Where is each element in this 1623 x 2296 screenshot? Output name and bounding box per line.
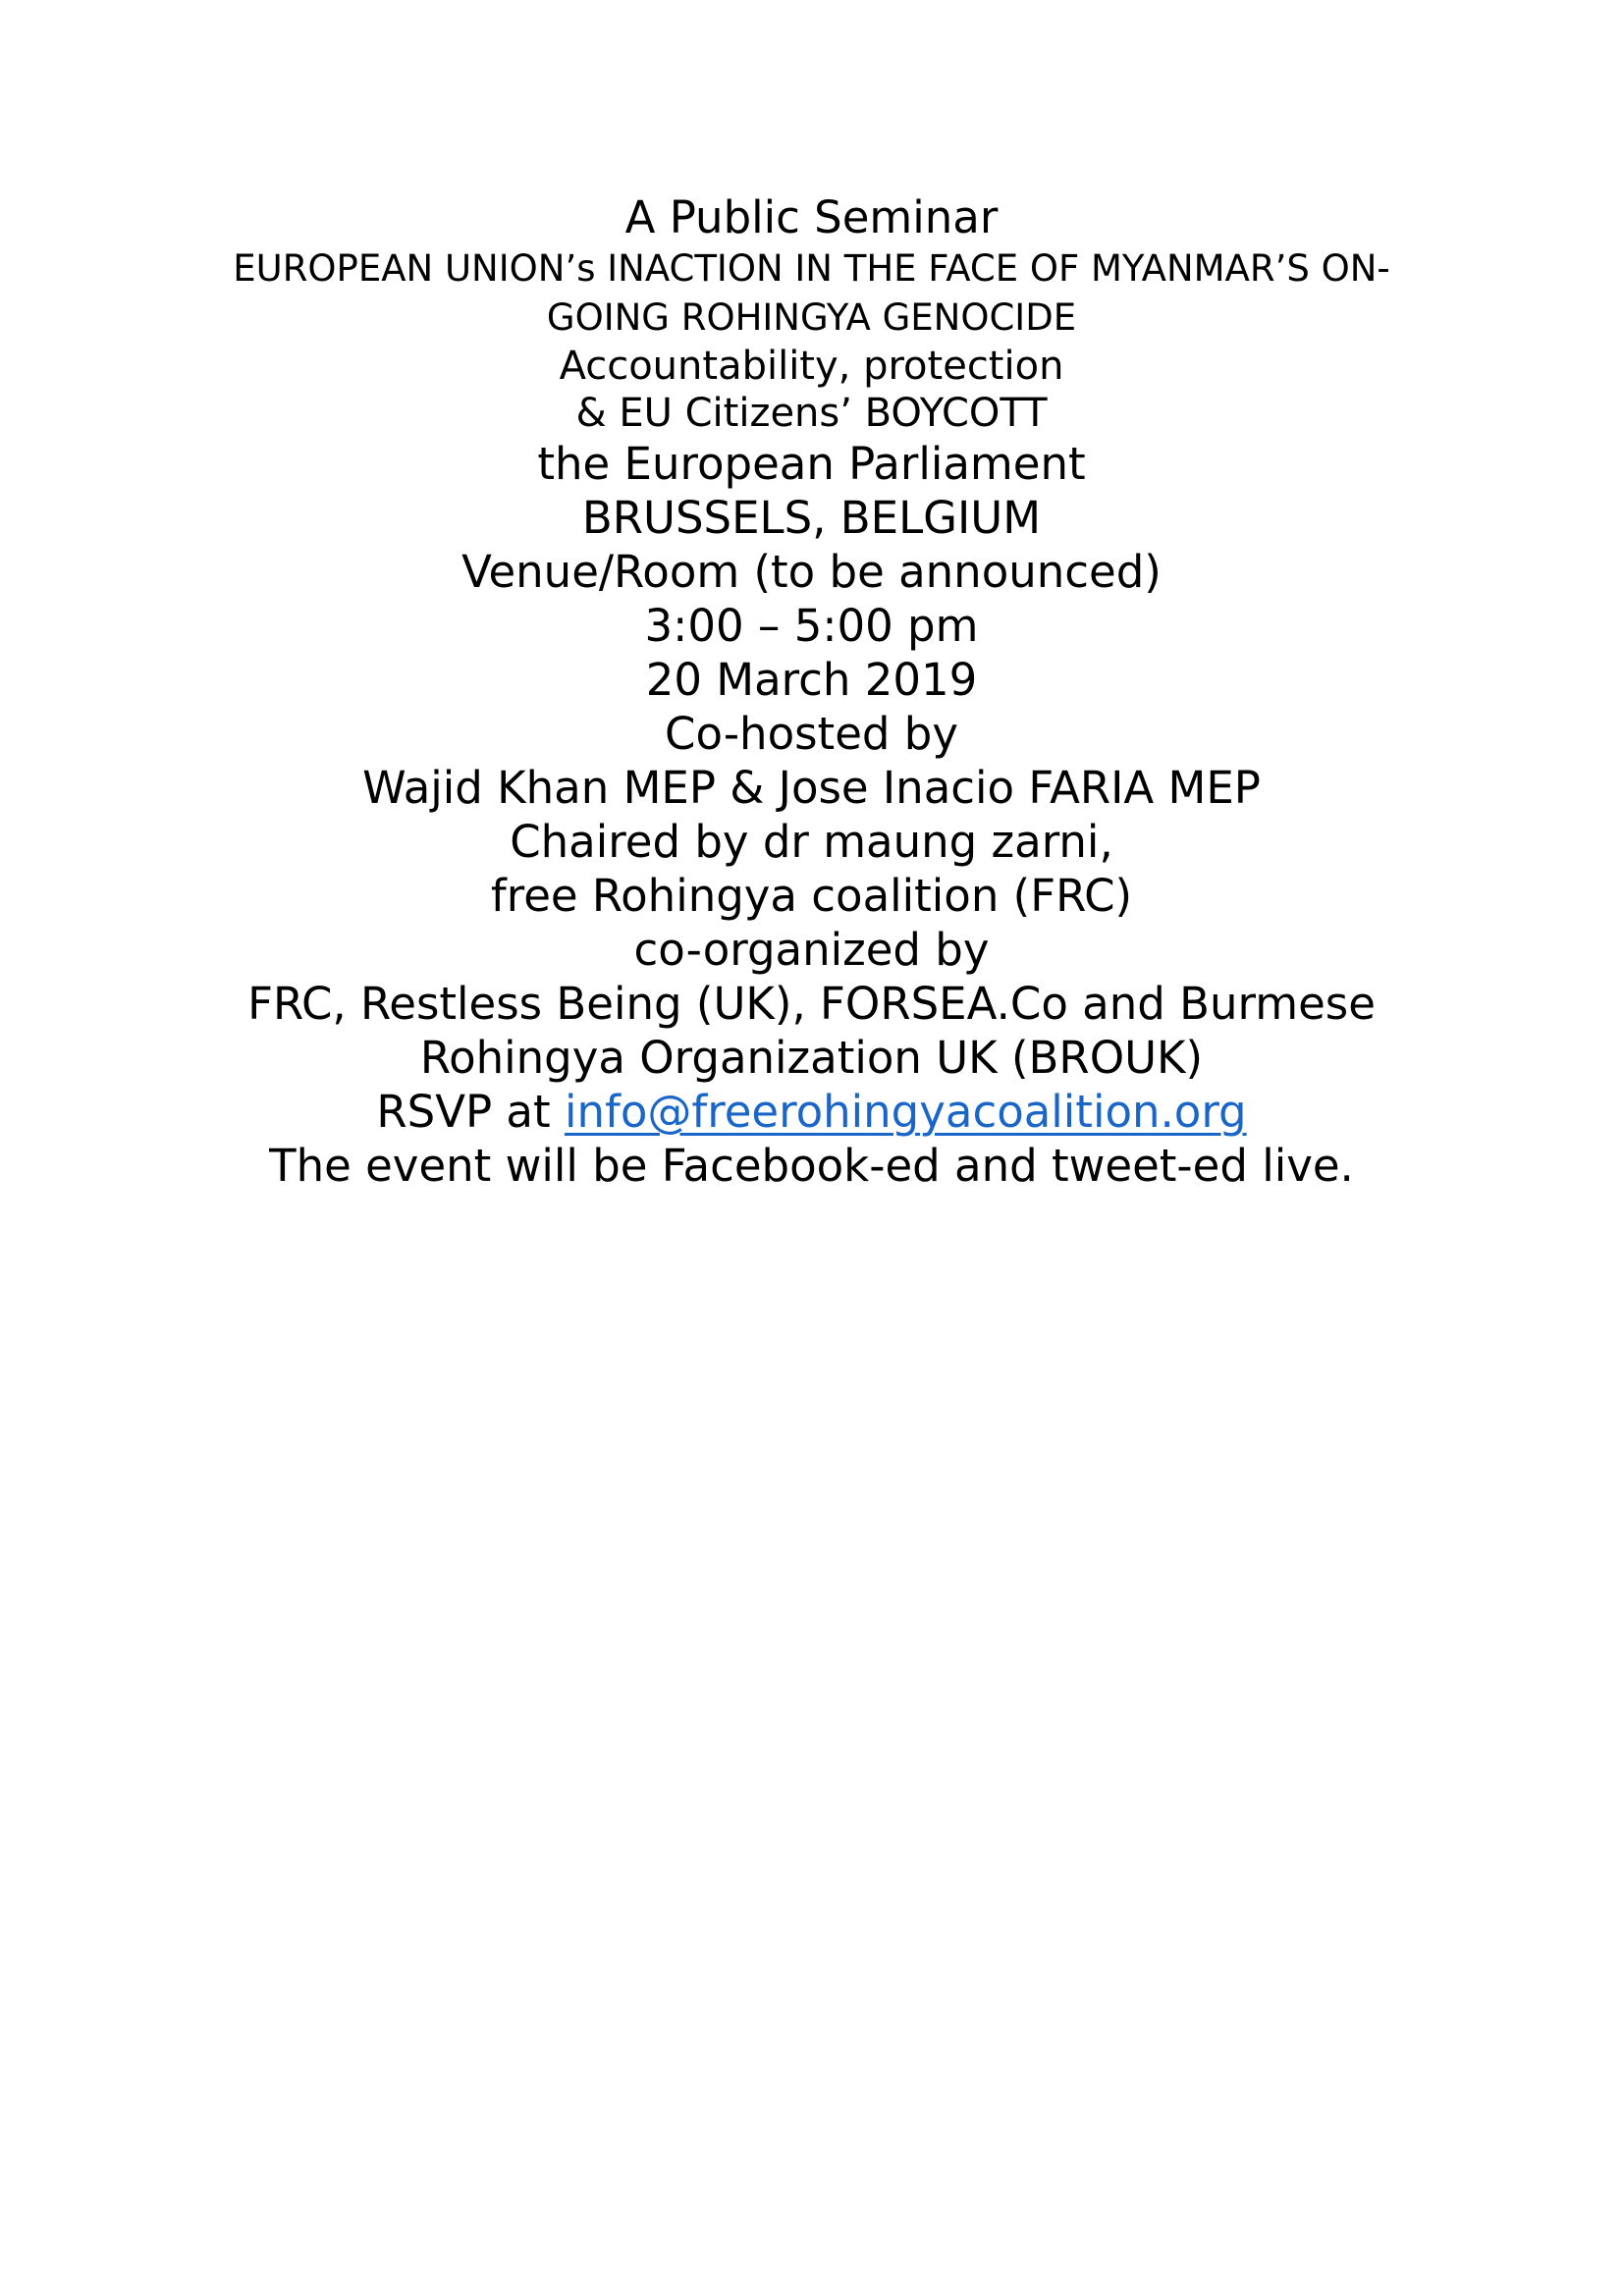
cohosts-line: Wajid Khan MEP & Jose Inacio FARIA MEP	[362, 762, 1261, 814]
rsvp-line	[0, 1085, 1623, 1139]
heading-line-1: EUROPEAN UNION’s INACTION IN THE FACE OF MYANMAR’S ON-	[233, 247, 1390, 290]
city-line: BRUSSELS, BELGIUM	[581, 492, 1042, 544]
frc-line: free Rohingya coalition (FRC)	[490, 870, 1133, 922]
subheading-boycott: & EU Citizens’ BOYCOTT	[575, 391, 1048, 436]
seminar-title: A Public Seminar	[624, 191, 999, 243]
chair-line: Chaired by dr maung zarni,	[510, 816, 1113, 868]
coorganized-label: co-organized by	[633, 924, 990, 976]
rsvp-prefix: RSVP at	[376, 1086, 565, 1138]
heading-line-2: GOING ROHINGYA GENOCIDE	[546, 296, 1077, 339]
organizers-line-2: Rohingya Organization UK (BROUK)	[419, 1032, 1204, 1084]
organizers-line-1: FRC, Restless Being (UK), FORSEA.Co and Burmese	[247, 978, 1376, 1030]
footer-line: The event will be Facebook-ed and tweet-ed live.	[269, 1140, 1354, 1192]
time-line: 3:00 – 5:00 pm	[644, 600, 979, 652]
rsvp-email-link[interactable]: info@freerohingyacoalition.org	[564, 1086, 1247, 1138]
cohosted-label: Co-hosted by	[665, 708, 958, 760]
room-line: Venue/Room (to be announced)	[461, 546, 1162, 598]
subheading-accountability: Accountability, protection	[559, 344, 1064, 389]
date-line: 20 March 2019	[645, 654, 978, 706]
venue-name-line: the European Parliament	[537, 438, 1086, 490]
